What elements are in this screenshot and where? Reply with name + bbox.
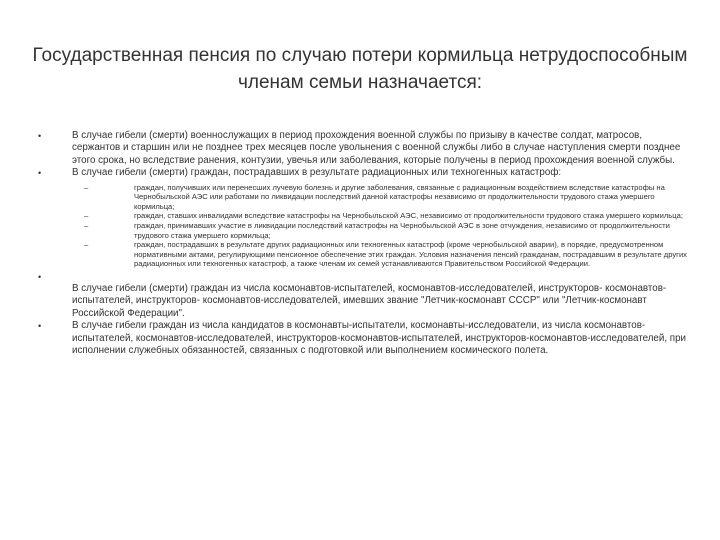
sub-bullet-item <box>84 240 692 269</box>
sub-bullet-item <box>84 211 692 221</box>
bullet-text: В случае гибели граждан из числа кандидатов в космонавты-испытатели, космонавты-исследователи, из числа космонавтов-испытателей, космонавтов-исследователей, инструкторов-космонавтов-испытателей, инструкторов-космонавтов-исследователей, при исполнении служебных обязанностей, связанных с подготовкой или выполнением космического полета. <box>72 320 687 356</box>
bullet-icon: • <box>38 271 42 282</box>
bullet-text: В случае гибели (смерти) граждан, пострадавших в результате радиационных или техногенных катастроф: <box>72 167 562 179</box>
sub-bullet-text: граждан, ставших инвалидами вследствие катастрофы на Чернобыльской АЭС, независимо от продолжительности трудового стажа умершего кормильца; <box>134 211 683 221</box>
dash-icon: – <box>84 211 89 221</box>
slide-content <box>38 130 692 357</box>
bullet-icon: • <box>38 168 42 179</box>
bullet-text: В случае гибели (смерти) военнослужащих в период прохождения военной службы по призыву в качестве солдат, матросов, сержантов и старшин или не позднее трех месяцев после увольнения с военной службы либо в случае наступления смерти позднее этого срока, но вследствие ранения, контузии, увечья или заболевания, которые получены в период прохождения военной службы. <box>72 130 681 166</box>
dash-icon: – <box>84 240 89 250</box>
slide-title: Государственная пенсия по случаю потери кормильца нетрудоспособным членам семьи назначается: <box>32 45 688 93</box>
dash-icon: – <box>84 182 89 192</box>
sub-bullet-text: граждан, принимавших участие в ликвидации последствий катастрофы на Чернобыльской АЭС в зоне отчуждения, независимо от продолжительности трудового стажа умершего кормильца; <box>134 221 670 240</box>
bullet-item <box>38 320 692 357</box>
bullet-item <box>38 130 692 167</box>
bullet-text: В случае гибели (смерти) граждан из числа космонавтов-испытателей, космонавтов-исследователей, инструкторов- космонавтов-испытателей, инструкторов- космонавтов-исследователей, имевших звание "Летчик-космонавт СССР" или "Летчик-космонавт Российской Федерации". <box>72 282 667 319</box>
dash-icon: – <box>84 221 89 230</box>
bullet-icon: • <box>38 321 42 332</box>
sub-bullet-item <box>84 183 692 212</box>
bullet-icon: • <box>38 131 42 141</box>
sub-bullet-list <box>84 183 692 269</box>
sub-bullet-text: граждан, получивших или перенесших лучевую болезнь и другие заболевания, связанные с радиационным воздействием вследствие катастрофы на Чернобыльской АЭС или работами по ликвидации последствий данной катастрофы независимо от продолжительности трудового стажа умершего кормильца; <box>134 182 665 211</box>
sub-bullet-item <box>84 221 692 240</box>
bullet-item <box>38 271 692 320</box>
bullet-item <box>38 167 692 179</box>
sub-bullet-text: граждан, пострадавших в результате других радиационных или техногенных катастроф (кроме чернобыльской аварии), в порядке, предусмотренном нормативными актами, регулирующими пенсионное обеспечение этих граждан. Условия назначения пенсий гражданам, пострадавшим в результате других радиационных или техногенных катастроф, а также членам их семей устанавливаются Правительством Российской Федерации. <box>134 240 687 269</box>
